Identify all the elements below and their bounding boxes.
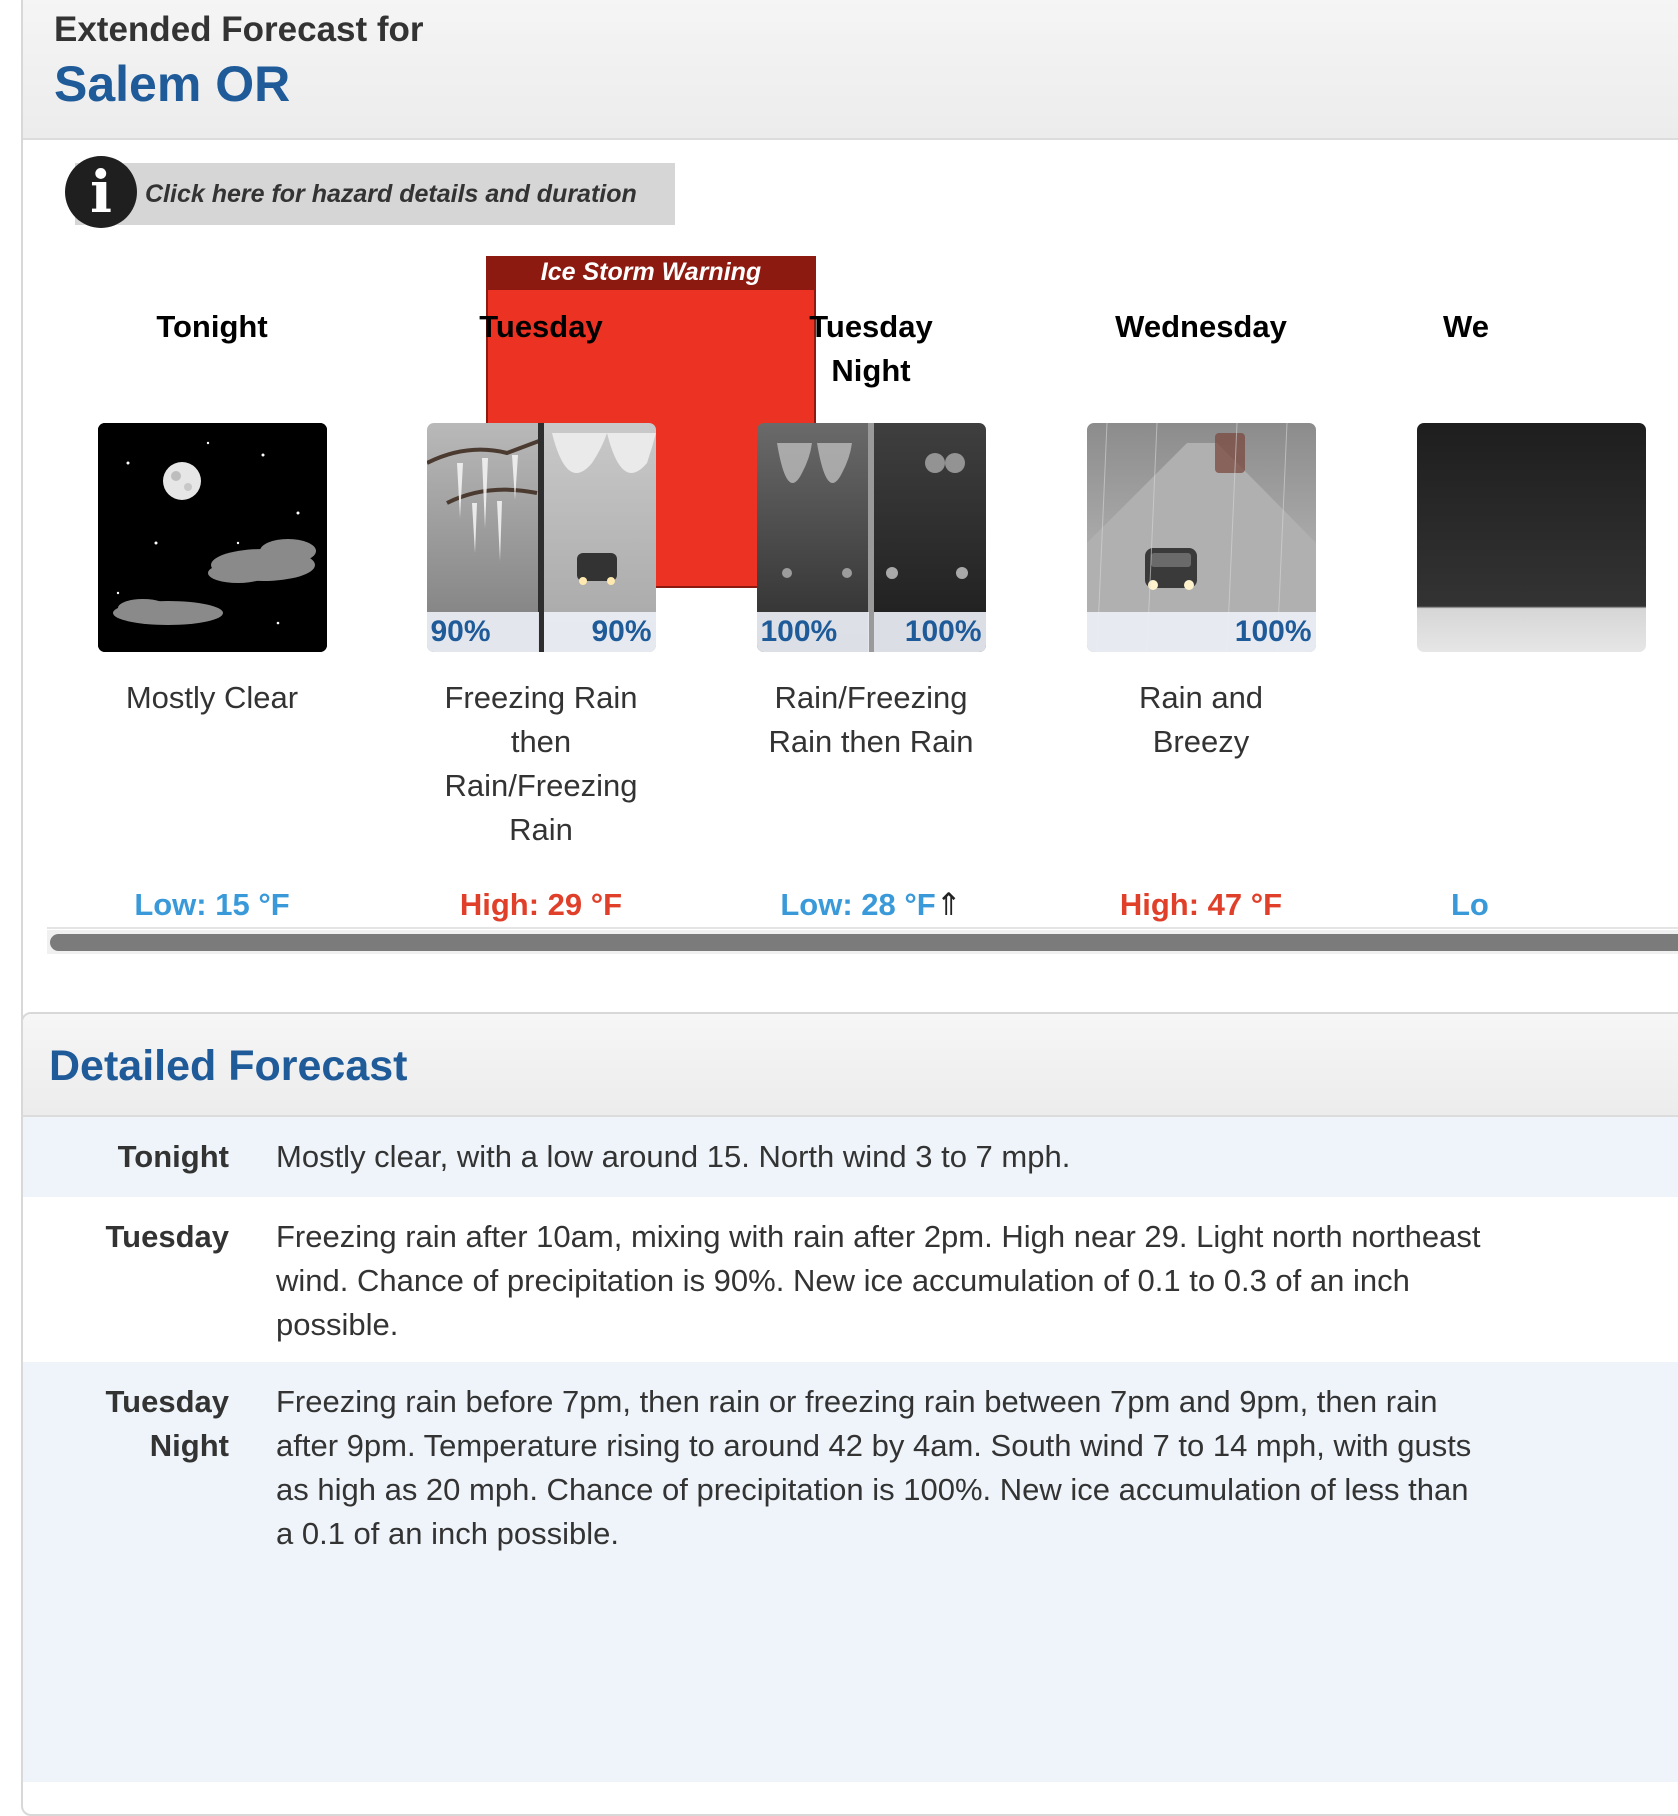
detail-row-label: Tonight: [117, 1139, 229, 1174]
rain-icon: [1417, 423, 1646, 652]
detail-row-tuesday: [23, 1197, 1678, 1362]
period-description: Freezing Rain then Rain/Freezing Rain: [444, 680, 638, 847]
forecast-period-tuesday-night: [721, 305, 1021, 764]
hazard-details-button[interactable]: [75, 158, 675, 226]
rain-freezing-rain-icon: [757, 423, 986, 652]
detail-row-text: Mostly clear, with a low around 15. North wind 3 to 7 mph.: [276, 1139, 1071, 1174]
detail-row-tonight: [23, 1117, 1678, 1197]
precip-chance-left: 90%: [427, 612, 539, 652]
detail-row-text: Freezing rain after 10am, mixing with rain after 2pm. High near 29. Light north northeast wind. Chance of precipitation is 90%. New ice accumulation of 0.1 to 0.3 of an inch possible.: [276, 1219, 1481, 1342]
extended-forecast-header: [23, 0, 1678, 140]
period-name: We: [1443, 309, 1489, 344]
temp-partial: [1381, 887, 1678, 923]
period-name: Tuesday: [479, 309, 603, 344]
period-name: Tonight: [156, 309, 268, 344]
temp-value: High: 29 °F: [459, 887, 623, 922]
temp-tuesday-night: [721, 887, 1021, 923]
detail-row-label: Tuesday: [105, 1219, 229, 1254]
period-description: Rain/Freezing Rain then Rain: [768, 680, 974, 759]
temp-wednesday: [1051, 887, 1351, 923]
period-name: Tuesday Night: [809, 309, 933, 388]
hazard-details-link[interactable]: Click here for hazard details and duration: [145, 180, 637, 208]
location-title: Salem OR: [54, 56, 291, 112]
detailed-forecast-panel: [21, 1012, 1678, 1816]
temp-value: Low: 28 °F: [780, 887, 936, 922]
period-name: Wednesday: [1115, 309, 1287, 344]
precip-chance-right: 100%: [874, 612, 986, 652]
info-icon: i: [65, 156, 137, 228]
forecast-period-tonight: [62, 305, 362, 720]
strip-divider: [47, 927, 1678, 929]
temp-tonight: [62, 887, 362, 923]
forecast-period-wednesday: [1051, 305, 1351, 764]
precip-chance: 100%: [1087, 612, 1316, 652]
rising-temp-arrow-icon: ⇑: [935, 887, 962, 922]
scrollbar-thumb[interactable]: [50, 934, 1678, 951]
precip-chance-left: 100%: [757, 612, 869, 652]
detailed-forecast-header: [23, 1014, 1678, 1117]
rain-breezy-icon: [1087, 423, 1316, 652]
temp-value: Lo: [1451, 887, 1489, 922]
temp-value: Low: 15 °F: [134, 887, 290, 922]
night-mostly-clear-icon: [98, 423, 327, 652]
ice-storm-warning-label[interactable]: Ice Storm Warning: [486, 256, 816, 288]
temp-tuesday: [391, 887, 691, 923]
forecast-period-tuesday: [391, 305, 691, 852]
precip-chance-right: 90%: [544, 612, 656, 652]
forecast-period-partial: [1381, 305, 1678, 652]
detail-row-label: Tuesday Night: [105, 1384, 229, 1463]
period-description: Mostly Clear: [125, 680, 299, 715]
detailed-forecast-title: Detailed Forecast: [49, 1042, 408, 1090]
temp-value: High: 47 °F: [1119, 887, 1283, 922]
detail-row-tuesday-night: [23, 1362, 1678, 1782]
horizontal-scrollbar[interactable]: [47, 930, 1678, 954]
detail-row-text: Freezing rain before 7pm, then rain or freezing rain between 7pm and 9pm, then rain after 9pm. Temperature rising to around 42 by 4am. South wind 7 to 14 mph, with gusts as high as 20 mph. Chance of precipitation is 100%. New ice accumulation of less than a 0.1 of an inch possible.: [276, 1384, 1472, 1551]
extended-forecast-label: Extended Forecast for: [54, 10, 424, 49]
period-description: Rain and Breezy: [1138, 680, 1264, 759]
freezing-rain-icon: [427, 423, 656, 652]
